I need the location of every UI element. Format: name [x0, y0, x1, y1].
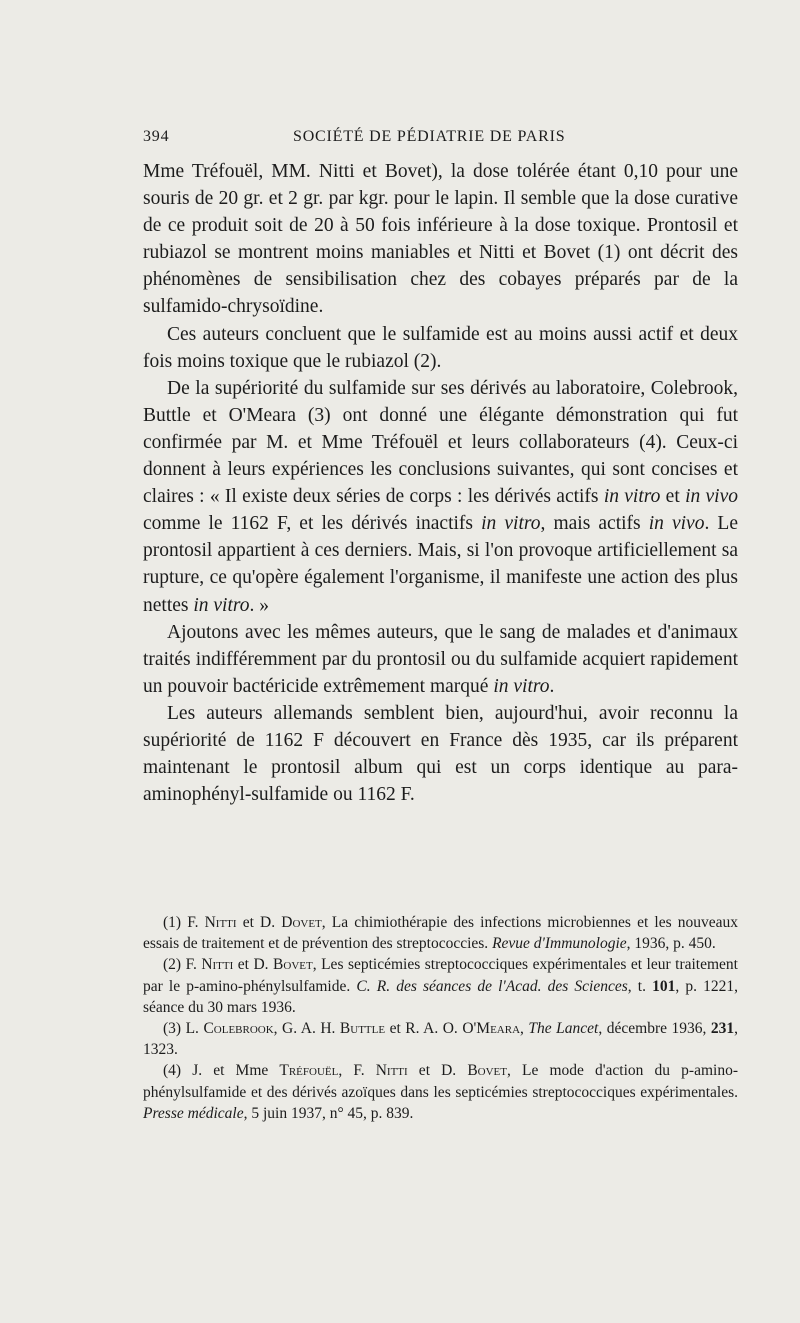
paragraph-5: Les auteurs allemands semblent bien, aujourd'hui, avoir reconnu la supériorité de 1162 F découvert en France dès 1935, car ils préparent maintenant le prontosil album qui est un corps identique au para-aminophényl-sulfamide ou 1162 F.: [143, 702, 738, 806]
running-header: [143, 128, 738, 152]
paragraph-1: Mme Tréfouël, MM. Nitti et Bovet), la dose tolérée étant 0,10 pour une souris de 20 gr. et 2 gr. par kgr. pour le lapin. Il semble que la dose curative de ce produit soit de 20 à 50 fois inférieure à la dose toxique. Prontosil et rubiazol se montrent moins maniables et Nitti et Bovet (1) ont décrit des phénomènes de sensibilisation chez des cobayes préparés par de la sulfamido-chrysoïdine.: [143, 161, 738, 318]
paragraph-2: Ces auteurs concluent que le sulfamide est au moins aussi actif et deux fois moins toxique que le rubiazol (2).: [143, 323, 738, 372]
paragraph-3: De la supériorité du sulfamide sur ses dérivés au laboratoire, Colebrook, Buttle et O'Meara (3) ont donné une élégante démonstration qui fut confirmée par M. et Mme Tréfouël et leurs collaborateurs (4). Ceux-ci donnent à leurs expériences les conclusions suivantes, qui sont concises et claires : « Il existe deux séries de corps : les dérivés actifs in vitro et in vivo comme le 1162 F, et les dérivés inactifs in vitro, mais actifs in vivo. Le prontosil appartient à ces derniers. Mais, si l'on provoque artificiellement sa rupture, ce qu'opère également l'organisme, il manifeste une action des plus nettes in vitro. »: [143, 377, 739, 616]
footnote-1: (1) F. Nitti et D. Dovet, La chimiothérapie des infections microbiennes et les nouveaux essais de traitement et de prévention des streptococcies. Revue d'Immunologie, 1936, p. 450.: [143, 914, 739, 953]
footnotes: [143, 912, 738, 1124]
footnote-2: (2) F. Nitti et D. Bovet, Les septicémies streptococciques expérimentales et leur traitement par le p-amino-phénylsulfamide. C. R. des séances de l'Acad. des Sciences, t. 101, p. 1221, séance du 30 mars 1936.: [143, 956, 739, 1016]
main-text: [143, 158, 738, 808]
running-title: SOCIÉTÉ DE PÉDIATRIE DE PARIS: [293, 128, 566, 145]
footnote-3: (3) L. Colebrook, G. A. H. Buttle et R. A. O. O'Meara, The Lancet, décembre 1936, 231, 1323.: [143, 1020, 739, 1059]
page-number: 394: [143, 128, 170, 145]
footnote-4: (4) J. et Mme Tréfouël, F. Nitti et D. Bovet, Le mode d'action du p-amino-phénylsulfamide et des dérivés azoïques dans les septicémies streptococciques expérimentales. Presse médicale, 5 juin 1937, n° 45, p. 839.: [143, 1062, 738, 1122]
paragraph-4: Ajoutons avec les mêmes auteurs, que le sang de malades et d'animaux traités indifféremment par du prontosil ou du sulfamide acquiert rapidement un pouvoir bactéricide extrêmement marqué in vitro.: [143, 621, 738, 697]
